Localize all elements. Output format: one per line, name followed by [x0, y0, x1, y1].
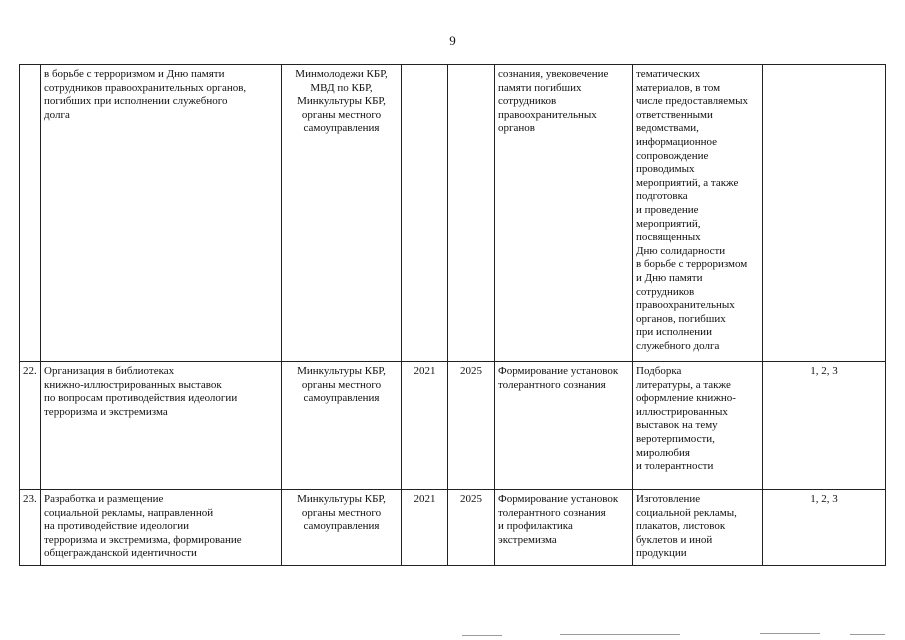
text-line: сотрудников: [498, 95, 557, 108]
text-line: буклетов и иной: [636, 533, 713, 546]
text-line: долга: [44, 108, 70, 121]
text-line: погибших при исполнении служебного: [44, 95, 228, 108]
cell-indicators: [763, 65, 886, 362]
cell-executors: [282, 362, 402, 490]
text-line: информационное: [636, 135, 718, 148]
cell-result: [633, 362, 763, 490]
cell-event: [41, 490, 282, 566]
text-line: толерантного сознания: [498, 506, 606, 519]
measures-table: [19, 64, 886, 566]
cell-number: [20, 65, 41, 362]
text-line: Формирование установок: [498, 493, 619, 505]
text-line: органов: [498, 122, 535, 135]
cell-text: 23.: [23, 493, 37, 505]
text-line: сотрудников: [636, 285, 695, 298]
text-line: и проведение: [636, 203, 699, 216]
text-line: плакатов, листовок: [636, 520, 726, 533]
text-line: сотрудников правоохранительных органов,: [44, 81, 247, 94]
text-line: самоуправления: [303, 520, 380, 533]
text-line: ведомствами,: [636, 122, 699, 135]
text-line: органов, погибших: [636, 312, 726, 325]
cell-goal: [495, 362, 633, 490]
cell-event: [41, 362, 282, 490]
text-line: органы местного: [301, 108, 382, 121]
text-line: иллюстрированных: [636, 405, 728, 418]
cell-text: 2021: [413, 365, 436, 377]
text-line: посвященных: [636, 231, 701, 244]
cell-number: [20, 362, 41, 490]
cell-year-end: [448, 362, 495, 490]
text-line: Минкультуры КБР,: [297, 493, 386, 505]
text-line: на противодействие идеологии: [44, 520, 190, 533]
text-line: мероприятий,: [636, 217, 701, 230]
table-row: [20, 362, 886, 490]
text-line: и Дню памяти: [636, 271, 703, 284]
text-line: Дню солидарности: [636, 244, 726, 257]
text-line: и профилактика: [498, 520, 573, 533]
text-line: Организация в библиотеках: [44, 365, 175, 377]
cell-text: 2025: [460, 365, 482, 377]
scan-artifact: [560, 634, 680, 635]
text-line: памяти погибших: [498, 81, 582, 94]
text-line: тематических: [636, 68, 701, 80]
text-line: органы местного: [301, 378, 382, 391]
cell-text: 22.: [23, 365, 37, 377]
text-line: терроризма и экстремизма, формирование: [44, 533, 242, 546]
text-line: подготовка: [636, 190, 688, 203]
text-line: МВД по КБР,: [310, 81, 373, 94]
text-line: книжно-иллюстрированных выставок: [44, 378, 222, 391]
text-line: Формирование установок: [498, 365, 619, 377]
text-line: мероприятий, а также: [636, 176, 739, 189]
text-line: числе предоставляемых: [636, 95, 748, 108]
text-line: Изготовление: [636, 493, 701, 505]
cell-year-end: [448, 490, 495, 566]
text-line: в борьбе с терроризмом и Дню памяти: [44, 68, 225, 80]
text-line: выставок на тему: [636, 419, 718, 432]
text-line: социальной рекламы,: [636, 506, 737, 519]
text-line: Минкультуры КБР,: [297, 95, 386, 108]
text-line: при исполнении: [636, 326, 712, 339]
cell-result: [633, 490, 763, 566]
scan-artifact: [760, 633, 820, 634]
text-line: ответственными: [636, 108, 713, 121]
text-line: Минмолодежи КБР,: [295, 68, 388, 80]
text-line: оформление книжно-: [636, 392, 736, 405]
text-line: сопровождение: [636, 149, 709, 162]
text-line: Подборка: [636, 365, 682, 377]
cell-text: 1, 2, 3: [810, 365, 838, 377]
cell-text: 1, 2, 3: [810, 493, 838, 505]
text-line: миролюбия: [636, 446, 690, 459]
scan-artifact: [462, 635, 502, 636]
text-line: самоуправления: [303, 392, 380, 405]
page-number: 9: [449, 33, 456, 48]
text-line: в борьбе с терроризмом: [636, 258, 748, 271]
text-line: литературы, а также: [636, 378, 731, 391]
text-line: сознания, увековечение: [498, 68, 609, 80]
cell-text: 2025: [460, 493, 482, 505]
scan-artifact: [850, 634, 885, 635]
text-line: Минкультуры КБР,: [297, 365, 386, 377]
cell-year-start: [402, 490, 448, 566]
cell-indicators: [763, 490, 886, 566]
cell-executors: [282, 490, 402, 566]
cell-executors: [282, 65, 402, 362]
text-line: органы местного: [301, 506, 382, 519]
cell-goal: [495, 65, 633, 362]
cell-number: [20, 490, 41, 566]
text-line: проводимых: [636, 163, 695, 176]
cell-year-start: [402, 65, 448, 362]
table-row: [20, 65, 886, 362]
cell-year-start: [402, 362, 448, 490]
cell-goal: [495, 490, 633, 566]
text-line: самоуправления: [303, 122, 380, 135]
table-row: [20, 490, 886, 566]
cell-result: [633, 65, 763, 362]
cell-text: 2021: [413, 493, 436, 505]
text-line: Разработка и размещение: [44, 493, 164, 505]
text-line: толерантного сознания: [498, 378, 606, 391]
text-line: продукции: [636, 547, 687, 560]
text-line: материалов, в том: [636, 81, 721, 94]
text-line: по вопросам противодействия идеологии: [44, 392, 238, 405]
cell-year-end: [448, 65, 495, 362]
text-line: социальной рекламы, направленной: [44, 506, 214, 519]
text-line: веротерпимости,: [636, 432, 715, 445]
text-line: и толерантности: [636, 460, 714, 473]
text-line: правоохранительных: [636, 299, 735, 312]
cell-event: [41, 65, 282, 362]
cell-indicators: [763, 362, 886, 490]
text-line: терроризма и экстремизма: [44, 405, 168, 418]
text-line: правоохранительных: [498, 108, 597, 121]
text-line: служебного долга: [636, 339, 720, 352]
text-line: экстремизма: [498, 533, 557, 546]
text-line: общегражданской идентичности: [44, 547, 197, 560]
